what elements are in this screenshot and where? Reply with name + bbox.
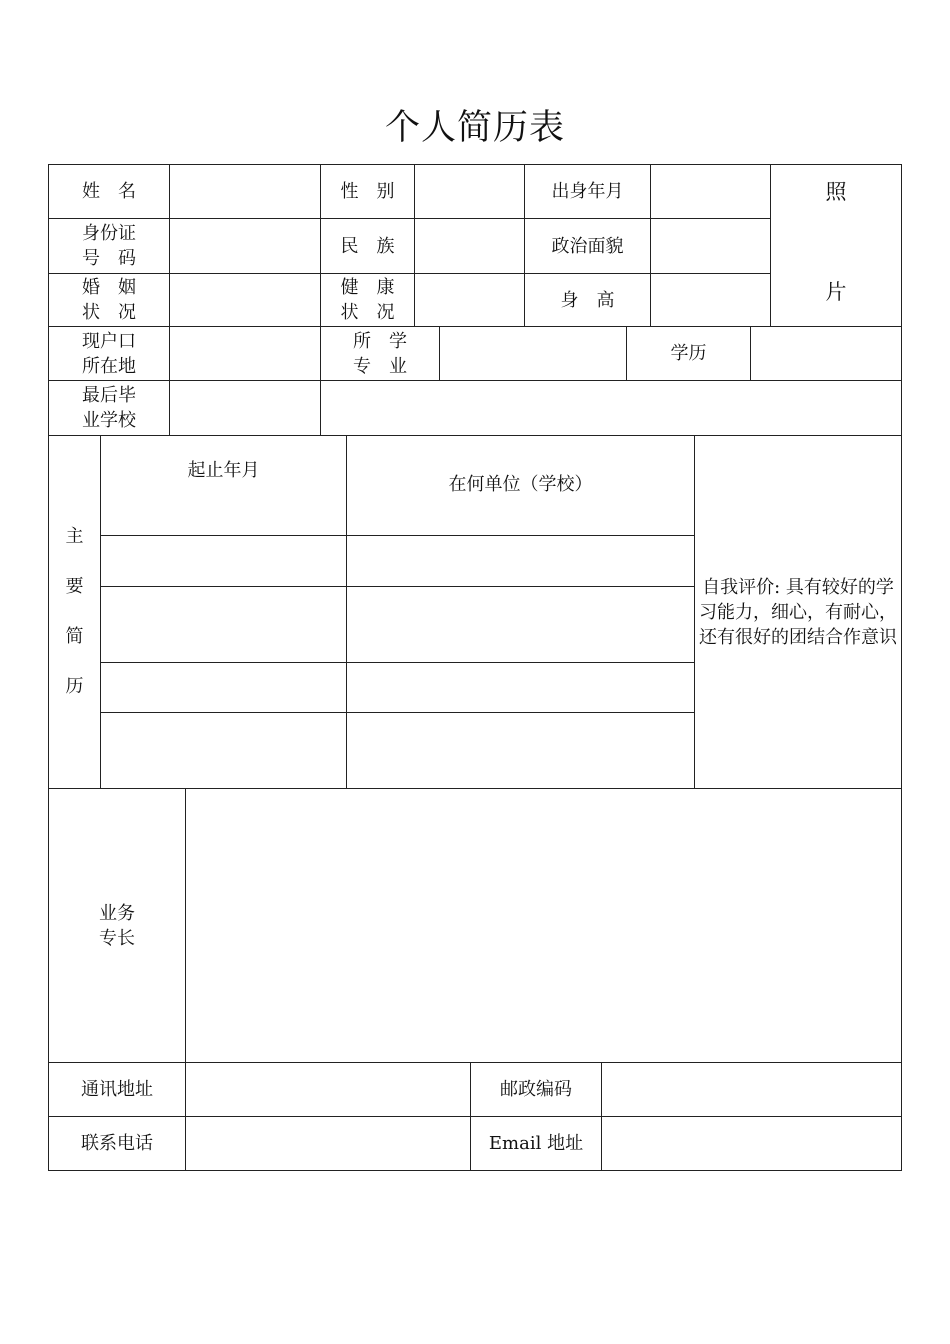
photo-label-1: 照	[825, 179, 847, 204]
page-title: 个人简历表	[384, 108, 565, 148]
history-section-label: 主 要 简 历	[65, 526, 84, 697]
birth-field[interactable]	[650, 164, 771, 219]
period-header: 起止年月	[187, 460, 260, 481]
birth-label: 出身年月	[551, 181, 624, 202]
postcode-field[interactable]	[601, 1062, 902, 1117]
id-field[interactable]	[169, 218, 321, 274]
ethnicity-label: 民 族	[340, 235, 395, 257]
address-label: 通讯地址	[81, 1079, 153, 1100]
name-label: 姓 名	[82, 181, 136, 202]
health-field[interactable]	[414, 273, 525, 327]
hukou-label: 现户口 所在地	[82, 330, 136, 377]
height-label: 身 高	[560, 289, 615, 311]
history-unit-3[interactable]	[346, 662, 695, 713]
school-spacer	[169, 380, 321, 436]
marital-field[interactable]	[169, 273, 321, 327]
school-field[interactable]	[320, 380, 902, 436]
phone-field[interactable]	[185, 1116, 471, 1171]
unit-header: 在何单位（学校）	[448, 473, 593, 495]
education-label: 学历	[670, 343, 707, 364]
address-field[interactable]	[185, 1062, 471, 1117]
history-period-1[interactable]	[100, 535, 347, 587]
id-label: 身份证 号 码	[82, 223, 136, 269]
major-field[interactable]	[439, 326, 627, 381]
hukou-field[interactable]	[169, 326, 321, 381]
height-field[interactable]	[650, 273, 771, 327]
email-field[interactable]	[601, 1116, 902, 1171]
phone-label: 联系电话	[81, 1133, 153, 1154]
self-evaluation: 自我评价: 具有较好的学习能力，细心，有耐心，还有很好的团结合作意识	[699, 576, 897, 648]
postcode-label: 邮政编码	[500, 1079, 572, 1100]
school-label: 最后毕 业学校	[82, 385, 136, 431]
political-label: 政治面貌	[551, 235, 624, 257]
skills-label: 业务 专长	[99, 902, 135, 949]
gender-field[interactable]	[414, 164, 525, 219]
major-label: 所 学 专 业	[353, 330, 407, 377]
history-unit-1[interactable]	[346, 535, 695, 587]
history-period-2[interactable]	[100, 586, 347, 663]
political-field[interactable]	[650, 218, 771, 274]
name-field[interactable]	[169, 164, 321, 219]
period-header-cell	[100, 435, 347, 536]
history-period-3[interactable]	[100, 662, 347, 713]
photo-label-2: 片	[825, 279, 847, 304]
ethnicity-field[interactable]	[414, 218, 525, 274]
history-unit-4[interactable]	[346, 712, 695, 789]
history-period-4[interactable]	[100, 712, 347, 789]
health-label: 健 康 状 况	[340, 277, 395, 323]
gender-label: 性 别	[340, 181, 395, 202]
marital-label: 婚 姻 状 况	[82, 277, 136, 323]
skills-field[interactable]	[185, 788, 902, 1063]
email-label: Email 地址	[488, 1133, 584, 1154]
history-unit-2[interactable]	[346, 586, 695, 663]
education-field[interactable]	[750, 326, 902, 381]
